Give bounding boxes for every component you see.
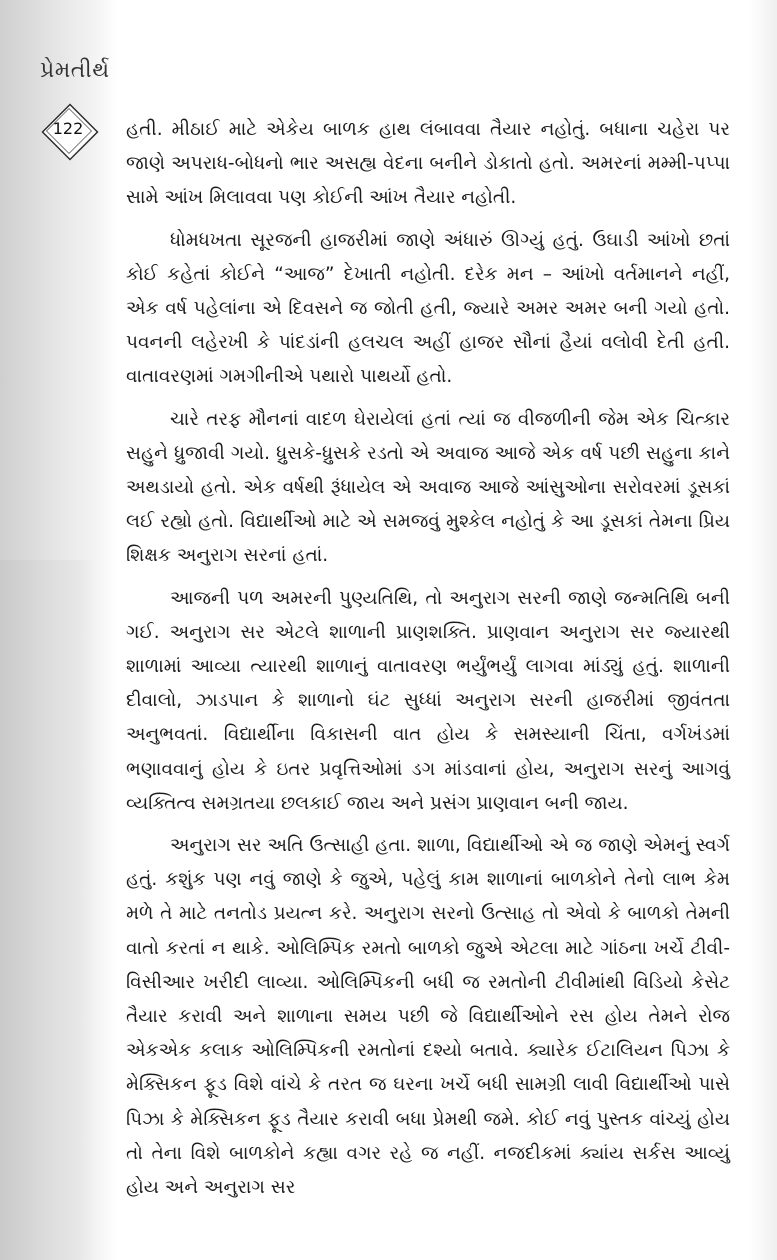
paragraph: આજની પળ અમરની પુણ્યતિથિ, તો અનુરાગ સરની જાણે જન્મતિથિ બની ગઈ. અનુરાગ સર એટલે શાળાની પ્રાણશક્તિ. પ્રાણવાન અનુરાગ સર જ્યારથી શાળામાં આવ્યા ત્યારથી શાળાનું વાતાવરણ ભર્યુંભર્યું લાગવા માંડ્યું હતું. શાળાની દીવાલો, ઝાડપાન કે શાળાનો ઘંટ સુધ્ધાં અનુરાગ સરની હાજરીમાં જીવંતતા અનુભવતાં. વિદ્યાર્થીના વિકાસની વાત હોય કે સમસ્યાની ચિંતા, વર્ગખંડમાં ભણાવવાનું હોય કે ઇતર પ્રવૃત્તિઓમાં ડગ માંડવાનાં હોય, અનુરાગ સરનું આગવું વ્યક્તિત્વ સમગ્રતયા છલકાઈ જાય અને પ્રસંગ પ્રાણવાન બની જાય. xyxy=(126,587,730,814)
left-margin-shade-lower xyxy=(0,560,95,1260)
body-text xyxy=(126,113,730,1213)
running-head: પ્રેમતીર્થ xyxy=(40,58,110,83)
page-number: 122 xyxy=(52,119,84,138)
paragraph: અનુરાગ સર અતિ ઉત્સાહી હતા. શાળા, વિદ્યાર્થીઓ એ જ જાણે એમનું સ્વર્ગ હતું. કશુંક પણ નવું જાણે કે જુએ, પહેલું કામ શાળાનાં બાળકોને તેનો લાભ કેમ મળે તે માટે તનતોડ પ્રયત્ન કરે. અનુરાગ સરનો ઉત્સાહ તો એવો કે બાળકો તેમની વાતો કરતાં ન થાકે. ઓલિમ્પિક રમતો બાળકો જુએ એટલા માટે ગાંઠના ખર્ચે ટીવી-વિસીઆર ખરીદી લાવ્યા. ઓલિમ્પિકની બધી જ રમતોની ટીવીમાંથી વિડિયો કેસેટ તૈયાર કરાવી અને શાળાના સમય પછી જે વિદ્યાર્થીઓને રસ હોય તેમને રોજ એકએક કલાક ઓલિમ્પિકની રમતોનાં દશ્યો બતાવે. ક્યારેક ઈટાલિયન પિઝા કે મેક્સિકન ફૂડ વિશે વાંચે કે તરત જ ઘરના ખર્ચે બધી સામગ્રી લાવી વિદ્યાર્થીઓ પાસે પિઝા કે મેક્સિકન ફૂડ તૈયાર કરાવી બધા પ્રેમથી જમે. કોઈ નવું પુસ્તક વાંચ્યું હોય તો તેના વિશે બાળકોને કહ્યા વગર રહે જ નહીં. નજદીકમાં ક્યાંય સર્કસ આવ્યું હોય અને અનુરાગ સર xyxy=(126,835,730,1199)
paragraph: ચારે તરફ મૌનનાં વાદળ ઘેરાયેલાં હતાં ત્યાં જ વીજળીની જેમ એક ચિત્કાર સહુને ધ્રુજાવી ગયો. ધ્રુસકે-ધ્રુસકે રડતો એ અવાજ આજે એક વર્ષ પછી સહુના કાને અથડાયો હતો. એક વર્ષથી રૂંધાયેલ એ અવાજ આજે આંસુઓના સરોવરમાં ડૂસકાં લઈ રહ્યો હતો. વિદ્યાર્થીઓ માટે એ સમજવું મુશ્કેલ નહોતું કે આ ડૂસકાં તેમના પ્રિય શિક્ષક અનુરાગ સરનાં હતાં. xyxy=(126,408,730,567)
page-number-badge xyxy=(42,104,94,156)
paragraph: હતી. મીઠાઈ માટે એકેય બાળક હાથ લંબાવવા તૈયાર નહોતું. બધાના ચહેરા પર જાણે અપરાધ-બોધનો ભાર અસહ્ય વેદના બનીને ડોકાતો હતો. અમરનાં મમ્મી-પપ્પા સામે આંખ મિલાવવા પણ કોઈની આંખ તૈયાર નહોતી. xyxy=(126,119,730,209)
paragraph: ધોમધખતા સૂરજની હાજરીમાં જાણે અંધારું ઊગ્યું હતું. ઉઘાડી આંખો છતાં કોઈ કહેતાં કોઈને “આજ” દેખાતી નહોતી. દરેક મન – આંખો વર્તમાનને નહીં, એક વર્ષ પહેલાંના એ દિવસને જ જોતી હતી, જ્યારે અમર અમર બની ગયો હતો. પવનની લહેરખી કે પાંદડાંની હલચલ અહીં હાજર સૌનાં હૈયાં વલોવી દેતી હતી. વાતાવરણમાં ગમગીનીએ પથારો પાથર્યો હતો. xyxy=(126,229,730,388)
right-edge-shade xyxy=(749,0,777,1260)
